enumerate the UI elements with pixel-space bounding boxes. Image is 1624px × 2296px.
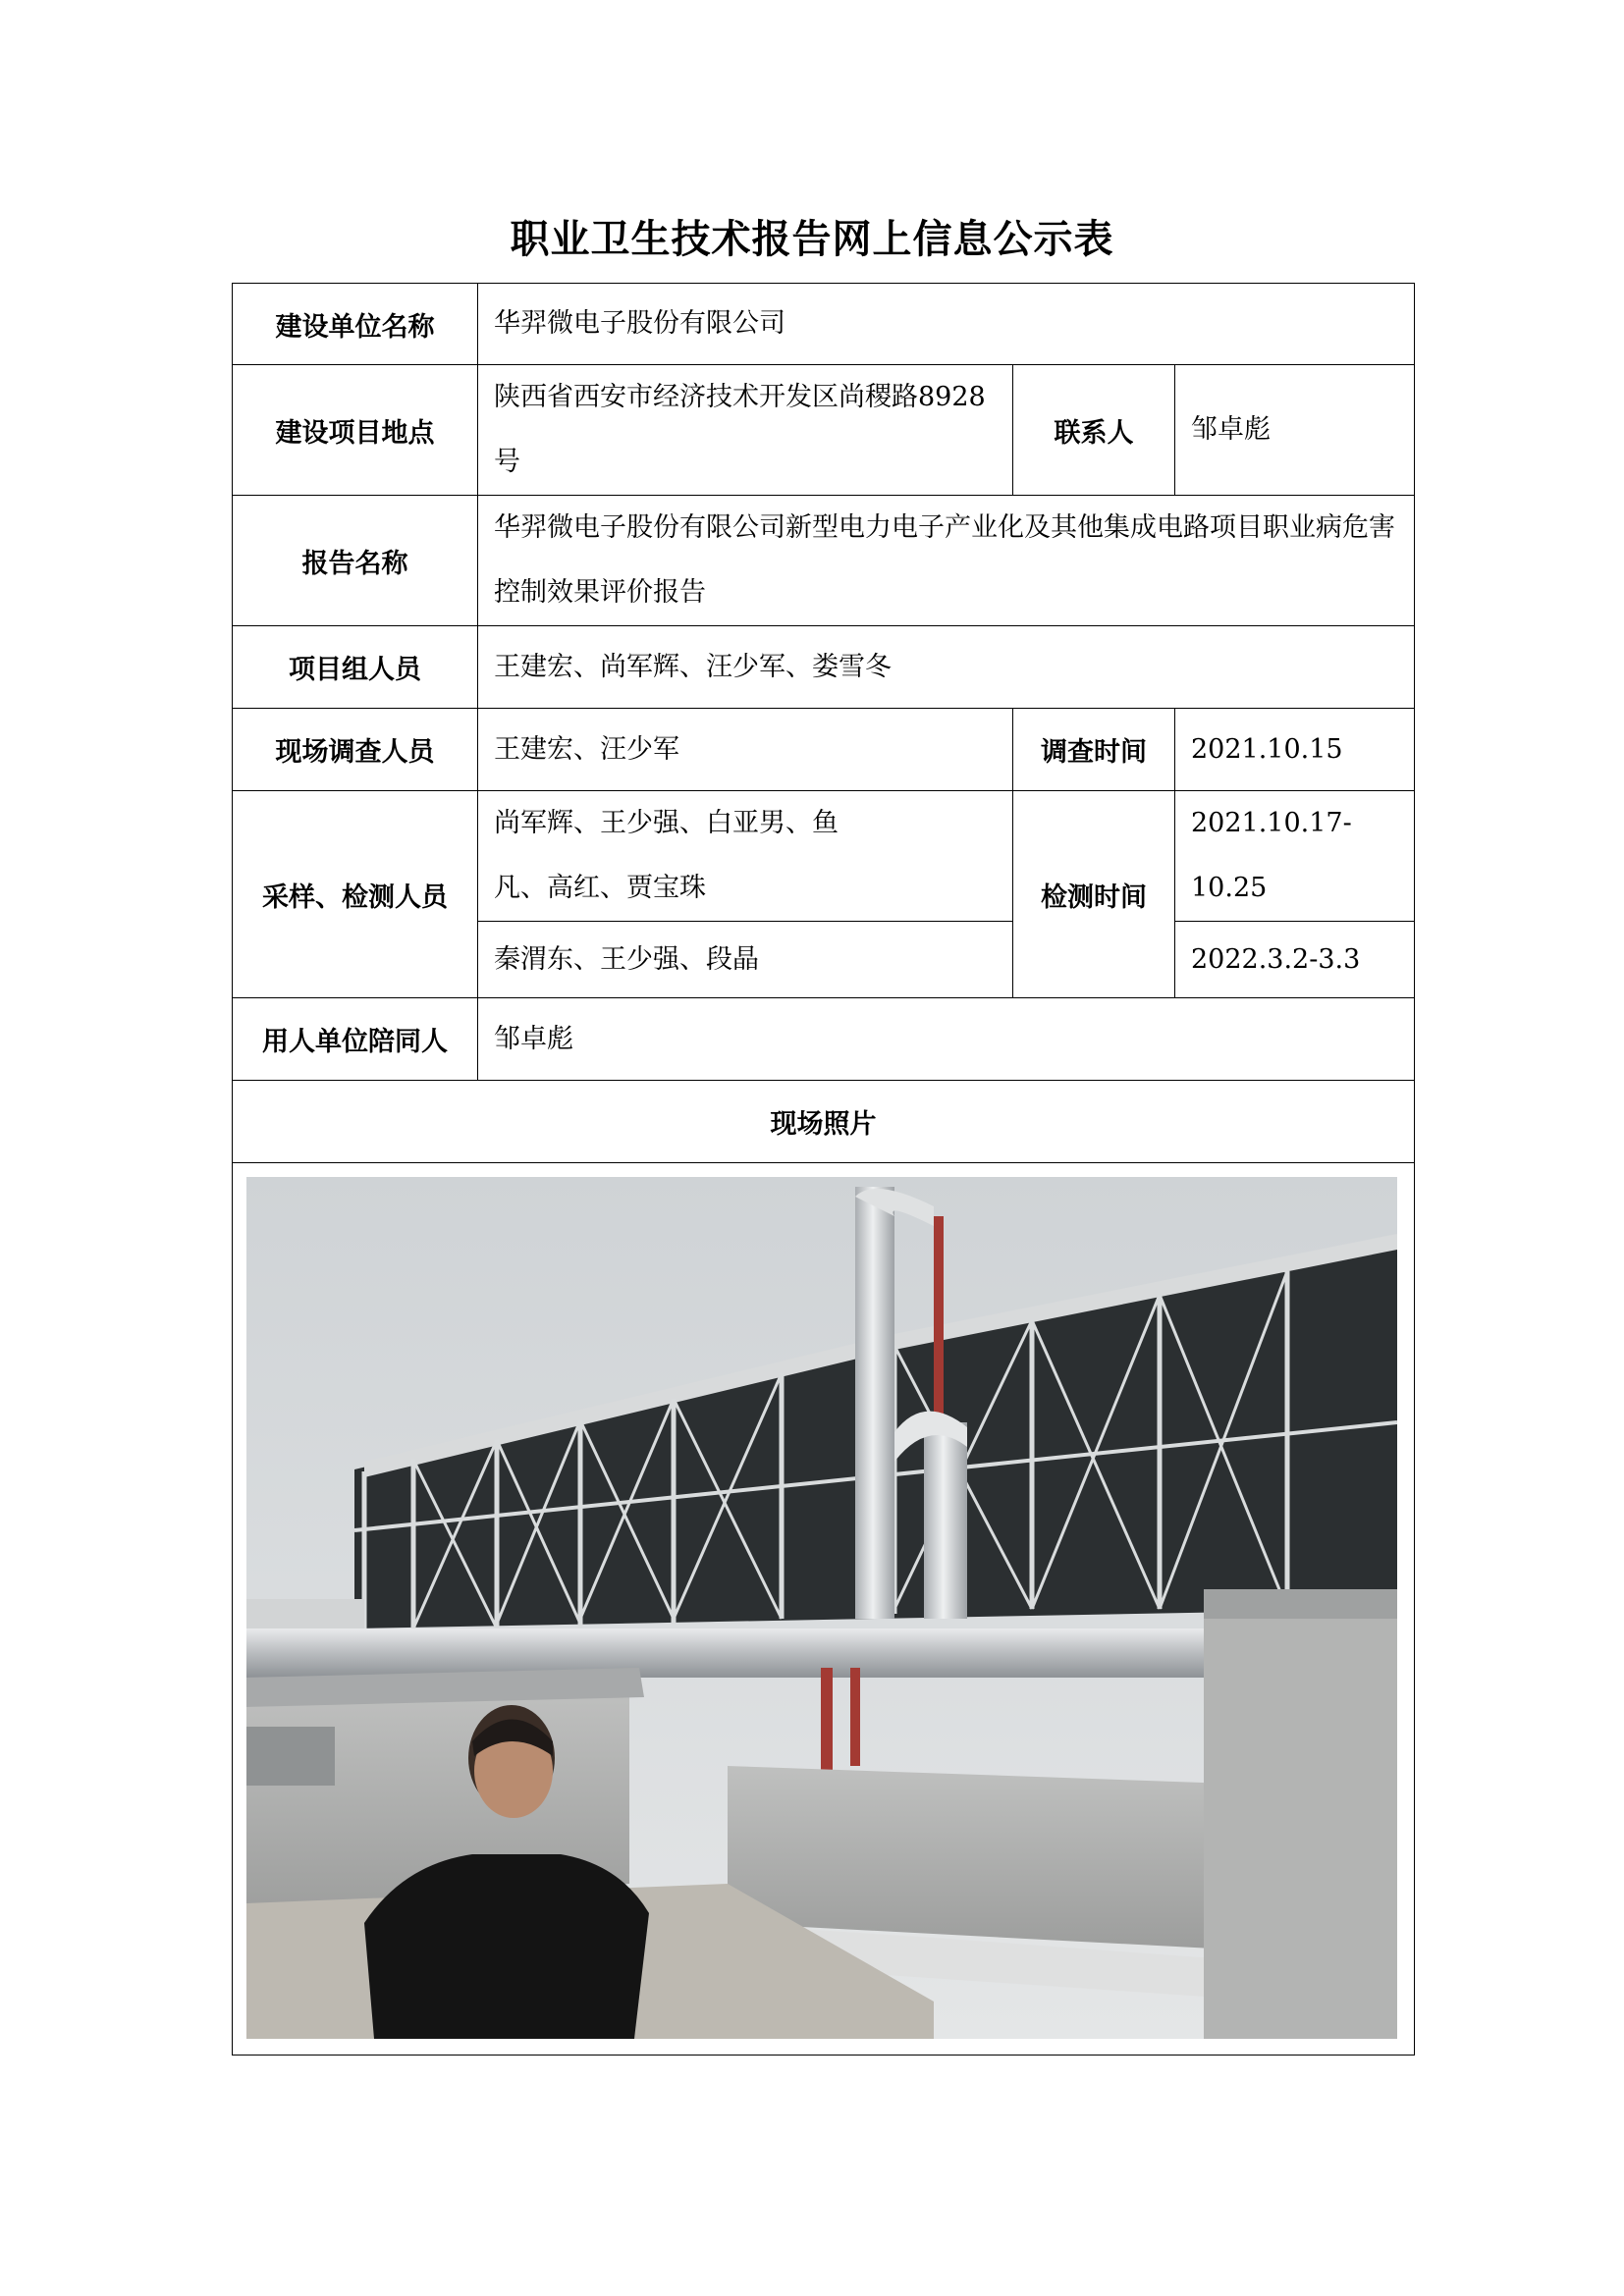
escort-value: 邹卓彪 — [478, 998, 1415, 1081]
table-row — [233, 1163, 1415, 2056]
sampling-label: 采样、检测人员 — [233, 791, 478, 998]
contact-value: 邹卓彪 — [1175, 365, 1415, 496]
survey-label: 现场调查人员 — [233, 709, 478, 791]
info-table — [232, 283, 1415, 2056]
unit-label: 建设单位名称 — [233, 284, 478, 365]
escort-label: 用人单位陪同人 — [233, 998, 478, 1081]
sampling-value-2: 秦渭东、王少强、段晶 — [478, 922, 1013, 998]
table-row — [233, 998, 1415, 1081]
contact-label: 联系人 — [1013, 365, 1175, 496]
address-value: 陕西省西安市经济技术开发区尚稷路8928号 — [478, 365, 1013, 496]
photo-header: 现场照片 — [233, 1081, 1415, 1163]
team-value: 王建宏、尚军辉、汪少军、娄雪冬 — [478, 626, 1415, 709]
team-label: 项目组人员 — [233, 626, 478, 709]
survey-value: 王建宏、汪少军 — [478, 709, 1013, 791]
test-time-label: 检测时间 — [1013, 791, 1175, 998]
survey-time-value: 2021.10.15 — [1175, 709, 1415, 791]
table-row — [233, 626, 1415, 709]
survey-time-label: 调查时间 — [1013, 709, 1175, 791]
sampling-value-1: 尚军辉、王少强、白亚男、鱼凡、高红、贾宝珠 — [478, 791, 1013, 922]
table-row — [233, 791, 1415, 922]
test-time-value-1: 2021.10.17-10.25 — [1175, 791, 1415, 922]
unit-value: 华羿微电子股份有限公司 — [478, 284, 1415, 365]
page-title: 职业卫生技术报告网上信息公示表 — [510, 217, 1114, 262]
report-value: 华羿微电子股份有限公司新型电力电子产业化及其他集成电路项目职业病危害控制效果评价报告 — [478, 496, 1415, 626]
report-label: 报告名称 — [233, 496, 478, 626]
site-photo — [246, 1177, 1397, 2039]
table-row — [233, 496, 1415, 626]
photo-cell — [233, 1163, 1415, 2056]
table-row — [233, 365, 1415, 496]
address-label: 建设项目地点 — [233, 365, 478, 496]
table-row — [233, 709, 1415, 791]
table-row — [233, 284, 1415, 365]
table-row — [233, 1081, 1415, 1163]
test-time-value-2: 2022.3.2-3.3 — [1175, 922, 1415, 998]
